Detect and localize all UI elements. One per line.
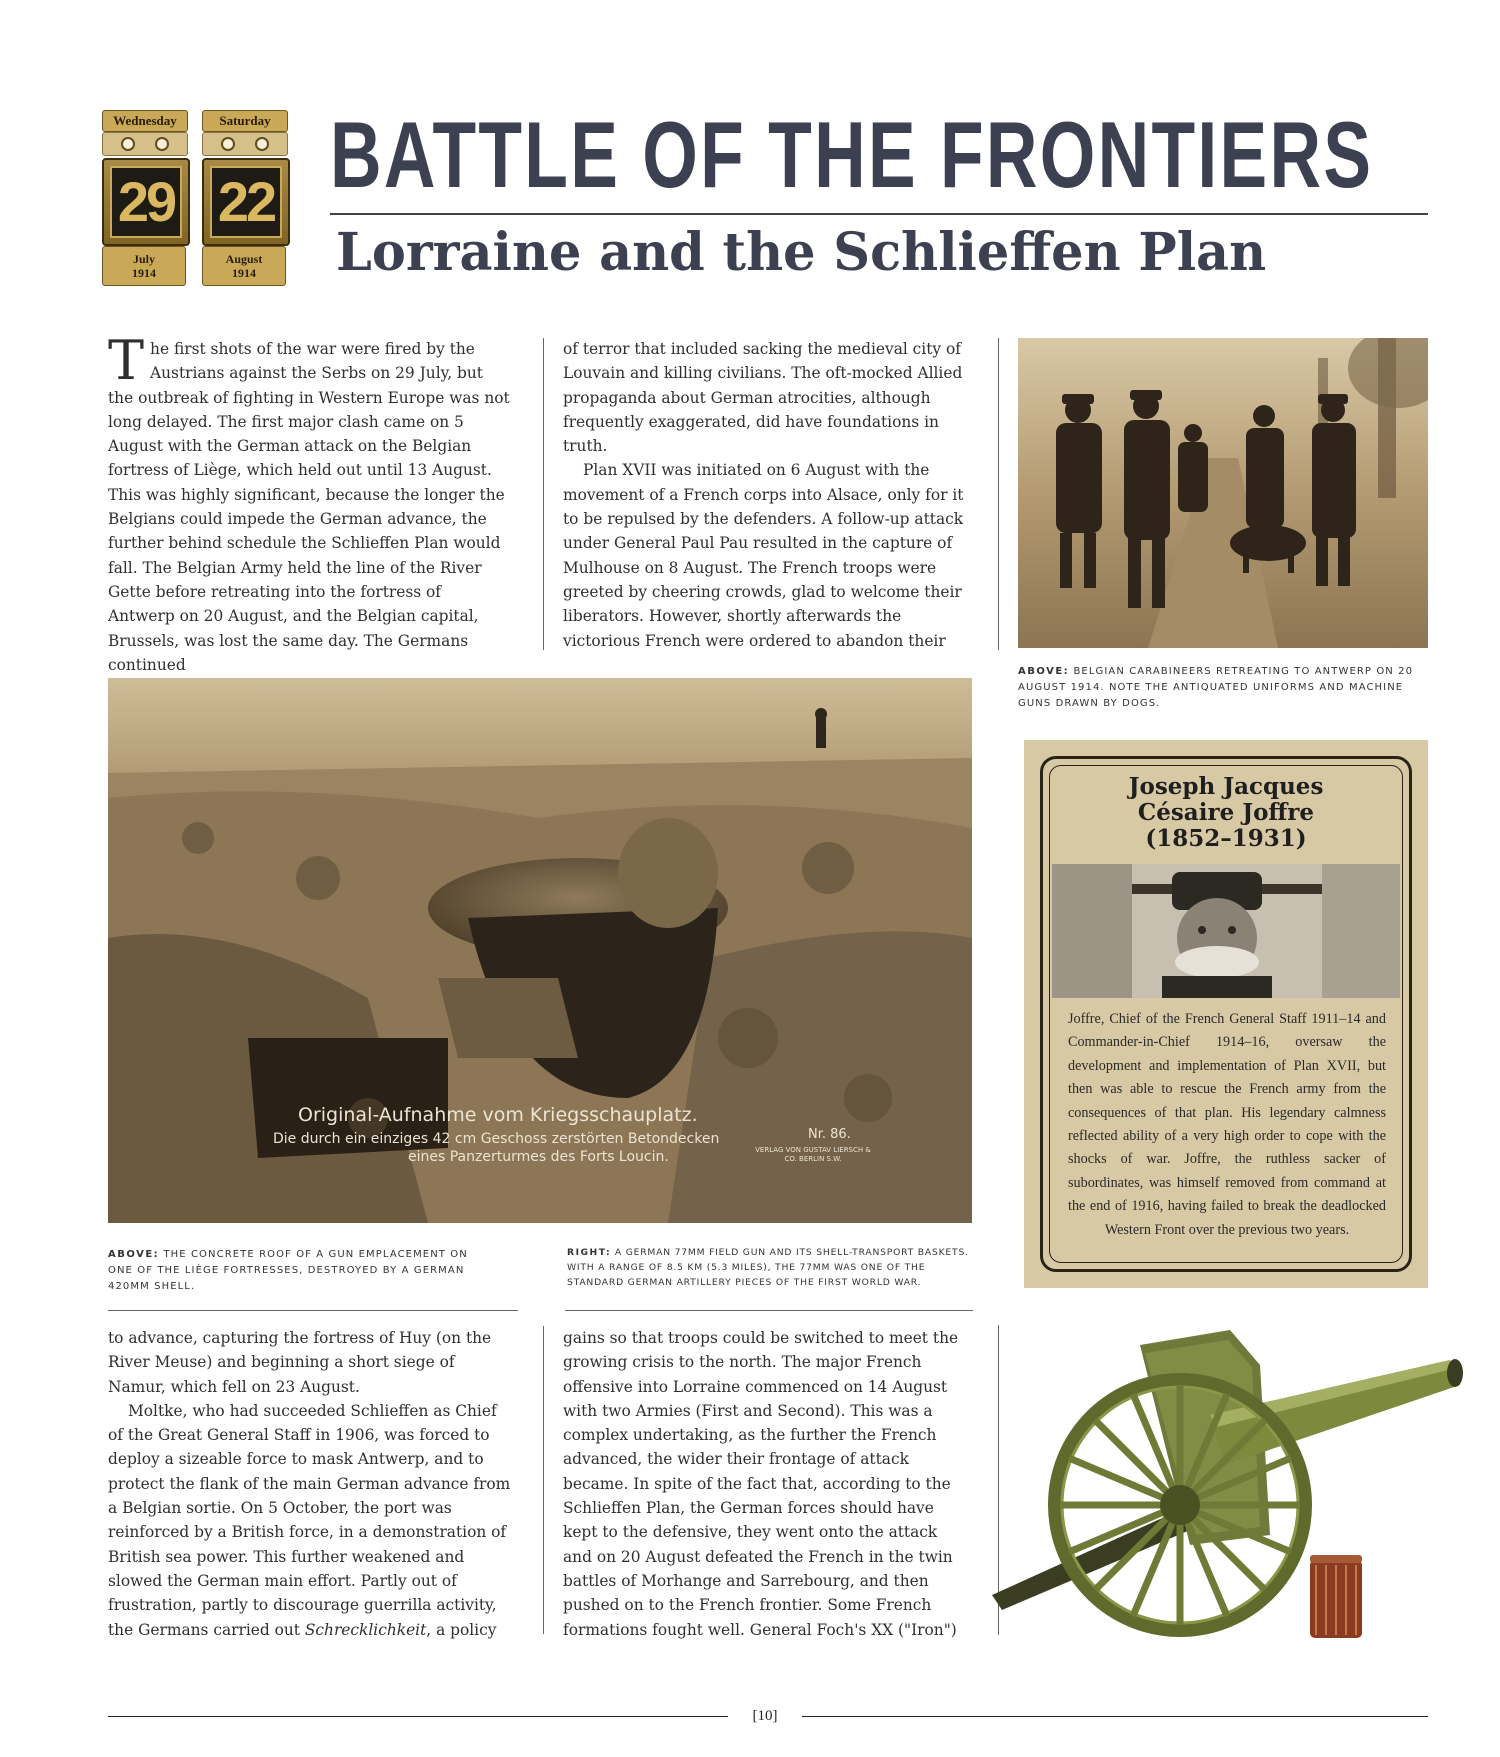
page-number-value: 10 [757, 1708, 773, 1724]
ring-icon [121, 137, 135, 151]
photo-inscription-2: Die durch ein einziges 42 cm Geschoss zerstörten Betondecken [273, 1131, 720, 1147]
paragraph [108, 1399, 512, 1642]
month-year-plate [202, 246, 286, 286]
photo-destroyed-gun-emplacement [108, 678, 972, 1223]
paragraph-text: he first shots of the war were fired by the Austrians against the Serbs on 29 July, but the outbreak of fighting in Western Europe was not long delayed. The first major clash came on 5 August with the German attack on the Belgian fortress of Liège, which held out until 13 August. This was highly significant, because the longer the Belgians could impede the German advance, the further behind schedule the Schlieffen Plan would fall. The Belgian Army held the line of the River Gette before retreating into the fortress of Antwerp on 20 August, and the Belgian capital, Brussels, was lost the same day. The Germans continued [108, 340, 510, 674]
photo-joffre-portrait [1052, 864, 1400, 998]
paragraph: gains so that troops could be switched to meet the growing crisis to the north. The major French offensive into Lorraine commenced on 14 August with two Armies (First and Second). This was a complex undertaking, as the further the French advanced, the wider their frontage of attack became. In spite of the fact that, according to the Schlieffen Plan, the German forces should have kept to the defensive, they went onto the attack and on 20 August defeated the French in the twin battles of Morhange and Sarrebourg, and then pushed on to the French frontier. Some French formations fought well. General Foch's XX ("Iron") [563, 1329, 959, 1639]
photo-inscription-3: eines Panzerturmes des Forts Loucin. [408, 1149, 669, 1165]
date-badge-start [102, 110, 188, 295]
caption-rule [565, 1310, 973, 1311]
profile-biography: Joffre, Chief of the French General Staff 1911–14 and Commander-in-Chief 1914–16, oversaw the development and implementation of Plan XVII, but then was able to rescue the French army from the consequences of that plan. His legendary calmness reflected ability of a very high order to cope with the shocks of war. Joffre, the ruthless sacker of subordinates, was himself removed from command at the end of 1916, having failed to break the deadlocked Western Front over the previous two years. [1068, 1011, 1386, 1238]
caption-rule [108, 1310, 518, 1311]
footer-rule-left [108, 1716, 728, 1717]
footer-rule-right [802, 1716, 1428, 1717]
paragraph: Plan XVII was initiated on 6 August with the movement of a French corps into Alsace, only for it to be repulsed by the defenders. A follow-up attack under General Paul Pau resulted in the capture of Mulhouse on 8 August. The French troops were greeted by cheering crowds, glad to welcome their liberators. However, shortly afterwards the victorious French were ordered to abandon their [563, 461, 964, 650]
paragraph: to advance, capturing the fortress of Huy (on the River Meuse) and beginning a short siege of Namur, which fell on 23 August. [108, 1329, 492, 1396]
photo-publisher: VERLAG VON GUSTAV LIERSCH & CO. BERLIN S.W. [755, 1146, 871, 1163]
page-subtitle: Lorraine and the Schlieffen Plan [336, 222, 1267, 283]
ring-icon [255, 137, 269, 151]
illustration-77mm-field-gun [980, 1305, 1480, 1650]
month-label: July [132, 252, 155, 266]
ring-icon [221, 137, 235, 151]
drop-cap: T [108, 329, 145, 392]
photo-joffre-image [1052, 864, 1400, 998]
joffre-profile-box [1024, 740, 1428, 1288]
page-title: BATTLE OF THE FRONTIERS [330, 102, 1374, 207]
caption-fort-photo [108, 1247, 488, 1295]
photo-inscription-1: Original-Aufnahme vom Kriegsschauplatz. [298, 1104, 698, 1126]
year-label: 1914 [232, 266, 256, 280]
field-gun-image [980, 1305, 1480, 1650]
profile-name [1024, 774, 1428, 852]
paragraph [108, 329, 510, 677]
paragraph: of terror that included sacking the medieval city of Louvain and killing civilians. The oft-mocked Allied propaganda about German atrocities, although frequently exaggerated, did have foundations in truth. [563, 340, 963, 456]
day-number-plate [202, 158, 290, 246]
body-column-2-top [563, 337, 967, 653]
photo-fort-image [108, 678, 972, 1223]
date-badge-end [202, 110, 288, 295]
body-column-2-bottom [563, 1326, 967, 1642]
body-column-1-top [108, 329, 510, 677]
weekday-label: Saturday [202, 110, 288, 132]
ring-icon [155, 137, 169, 151]
binder-rings [102, 132, 188, 156]
paragraph-text: , a policy [426, 1620, 497, 1639]
day-number: 22 [210, 166, 282, 238]
day-number: 29 [110, 166, 182, 238]
day-number-plate [102, 158, 190, 246]
page-number: [10] [752, 1708, 778, 1724]
caption-text: THE CONCRETE ROOF OF A GUN EMPLACEMENT ON ONE OF THE LIÈGE FORTRESSES, DESTROYED BY A GERMAN 420MM SHELL. [108, 1249, 468, 1292]
wheel-icon [1055, 1380, 1305, 1630]
column-divider [998, 338, 999, 650]
italic-term: Schrecklichkeit [304, 1620, 427, 1639]
paragraph-text: Moltke, who had succeeded Schlieffen as Chief of the Great General Staff in 1906, was forced to deploy a sizeable force to mask Antwerp, and to protect the flank of the main German advance from a Belgian sortie. On 5 October, the port was reinforced by a British force, in a demonstration of British sea power. This further weakened and slowed the German main effort. Partly out of frustration, partly to discourage guerrilla activity, the Germans carried out [108, 1401, 511, 1639]
caption-label: ABOVE: [108, 1249, 160, 1260]
caption-label: RIGHT: [567, 1247, 612, 1258]
title-divider [330, 213, 1428, 215]
caption-label: ABOVE: [1018, 666, 1070, 677]
month-year-plate [102, 246, 186, 286]
photo-belgian-carabineers-image [1018, 338, 1428, 648]
caption-field-gun [567, 1245, 971, 1290]
profile-dates: (1852–1931) [1145, 825, 1307, 852]
caption-text: A GERMAN 77MM FIELD GUN AND ITS SHELL-TRANSPORT BASKETS. WITH A RANGE OF 8.5 KM (5.3 MILES), THE 77MM WAS ONE OF THE STANDARD GERMAN ARTILLERY PIECES OF THE FIRST WORLD WAR. [567, 1247, 969, 1288]
column-divider [543, 338, 544, 650]
caption-text: BELGIAN CARABINEERS RETREATING TO ANTWERP ON 20 AUGUST 1914. NOTE THE ANTIQUATED UNIFORMS AND MACHINE GUNS DRAWN BY DOGS. [1018, 666, 1414, 709]
photo-number: Nr. 86. [808, 1127, 851, 1142]
binder-rings [202, 132, 288, 156]
profile-name-line1: Joseph Jacques [1128, 773, 1324, 800]
body-column-1-bottom [108, 1326, 512, 1642]
weekday-label: Wednesday [102, 110, 188, 132]
year-label: 1914 [132, 266, 156, 280]
caption-belgian-photo [1018, 664, 1428, 712]
month-label: August [225, 252, 263, 266]
profile-name-line2: Césaire Joffre [1137, 799, 1315, 826]
photo-belgian-carabineers [1018, 338, 1428, 648]
shell-basket-icon [1310, 1555, 1362, 1638]
column-divider [543, 1326, 544, 1634]
